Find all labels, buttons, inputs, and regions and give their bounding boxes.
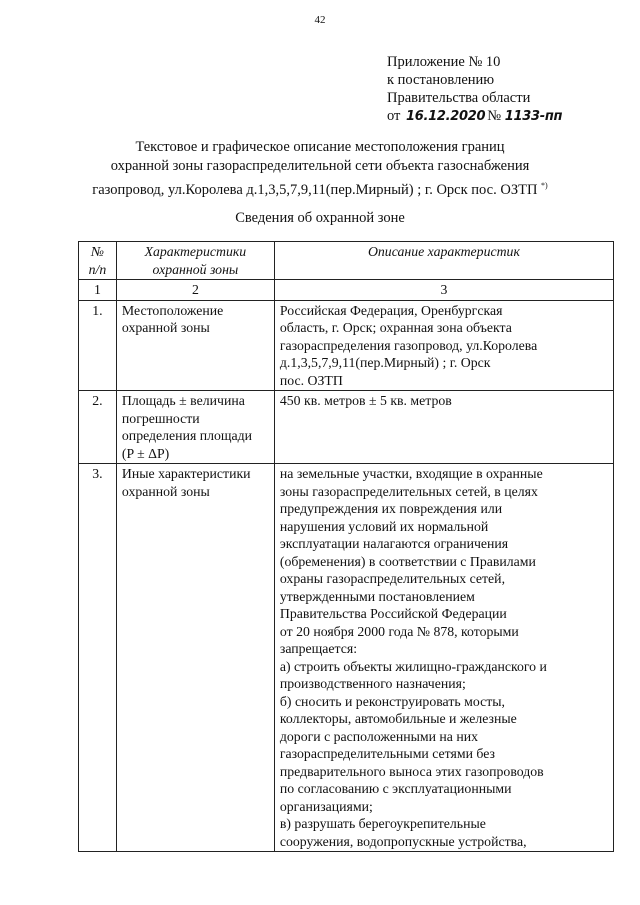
table-header-row	[79, 242, 614, 280]
title-line-3-text: газопровод, ул.Королева д.1,3,5,7,9,11(пер.Мирный) ; г. Орск пос. ОЗТП	[92, 182, 538, 198]
characteristic-line: Иные характеристики	[121, 466, 251, 481]
appendix-line-government: Правительства области	[387, 90, 531, 106]
description-line: б) сносить и реконструировать мосты,	[279, 693, 505, 709]
column-number-row	[79, 280, 614, 301]
description-line: от 20 ноября 2000 года № 878, которыми	[279, 623, 519, 639]
description-line: в) разрушать берегоукрепительные	[279, 816, 486, 831]
from-label: от	[387, 108, 401, 124]
footnote-mark: *)	[541, 181, 548, 190]
characteristic-line: охранной зоны	[121, 320, 210, 335]
description-line: а) строить объекты жилищно-гражданского и	[279, 658, 547, 674]
description-line: Правительства Российской Федерации	[279, 606, 507, 621]
characteristic-line: охранной зоны	[121, 483, 210, 499]
header-desc-line: Описание характеристик	[367, 244, 520, 259]
column-number: 3	[274, 280, 613, 301]
characteristic-line: Площадь ± величина	[121, 393, 245, 408]
characteristic-line: погрешности	[121, 410, 200, 426]
row-number: 3.	[79, 464, 117, 852]
description-line: коллекторы, автомобильные и железные	[279, 711, 517, 726]
header-char-line-2: охранной зоны	[152, 261, 239, 277]
description-line: газораспределительными сетями без	[279, 746, 496, 761]
description-line: (обременения) в соответствии с Правилами	[279, 553, 536, 569]
header-description	[274, 242, 613, 280]
appendix-block	[387, 53, 632, 126]
description-line: запрещается:	[279, 641, 358, 656]
header-char-line-1: Характеристики	[144, 244, 247, 259]
description-line: предупреждения их повреждения или	[279, 501, 503, 516]
row-description	[274, 391, 613, 464]
description-line: производственного назначения;	[279, 676, 466, 691]
description-line: сооружения, водопропускные устройства,	[279, 833, 527, 849]
row-characteristic	[116, 391, 274, 464]
number-sign: №	[487, 108, 502, 124]
row-number: 1.	[79, 300, 117, 391]
description-line: д.1,3,5,7,9,11(пер.Мирный) ; г. Орск	[279, 355, 491, 370]
header-num-line-1: №	[90, 244, 104, 259]
handwritten-date: 16.12.2020	[406, 109, 486, 124]
description-line: предварительного выноса этих газопроводов	[279, 763, 544, 779]
description-line: область, г. Орск; охранная зона объекта	[279, 320, 512, 335]
header-characteristic	[116, 242, 274, 280]
title-line-1: Текстовое и графическое описание местоположения границ	[135, 139, 505, 155]
appendix-title: Приложение № 10	[387, 54, 501, 70]
row-characteristic	[116, 300, 274, 391]
table-row	[79, 300, 614, 391]
column-number: 1	[79, 280, 117, 301]
description-line: нарушения условий их нормальной	[279, 518, 489, 534]
description-line: на земельные участки, входящие в охранные	[279, 466, 543, 481]
description-line: газораспределения газопровод, ул.Королева	[279, 337, 538, 353]
handwritten-number: 1133-пп	[504, 109, 563, 124]
table-row	[79, 464, 614, 852]
row-number: 2.	[79, 391, 117, 464]
column-number: 2	[116, 280, 274, 301]
title-line-2: охранной зоны газораспределительной сети объекта газоснабжения	[110, 158, 530, 174]
description-line: утвержденными постановлением	[279, 588, 475, 604]
header-num-line-2: п/п	[88, 261, 107, 277]
row-characteristic	[116, 464, 274, 852]
title-line-3	[30, 176, 610, 200]
document-title	[30, 138, 610, 200]
characteristic-line: Местоположение	[121, 302, 224, 318]
row-description	[274, 464, 613, 852]
table-body	[79, 300, 614, 852]
appendix-date-line	[387, 107, 632, 126]
description-line: Российская Федерация, Оренбургская	[279, 302, 503, 318]
description-line: охраны газораспределительных сетей,	[279, 571, 506, 586]
description-line: дороги с расположенными на них	[279, 728, 479, 744]
protection-zone-table	[78, 241, 614, 852]
section-subtitle: Сведения об охранной зоне	[235, 210, 405, 226]
characteristic-line: определения площади	[121, 428, 253, 443]
header-num	[79, 242, 117, 280]
description-line: 450 кв. метров ± 5 кв. метров	[279, 393, 452, 408]
description-line: зоны газораспределительных сетей, в целях	[279, 483, 538, 499]
appendix-line-resolution: к постановлению	[387, 72, 495, 88]
page-number: 42	[314, 14, 326, 26]
description-line: эксплуатации налагаются ограничения	[279, 536, 509, 551]
description-line: организациями;	[279, 798, 373, 814]
table-row	[79, 391, 614, 464]
description-line: пос. ОЗТП	[279, 372, 343, 388]
description-line: по согласованию с эксплуатационными	[279, 781, 512, 796]
row-description	[274, 300, 613, 391]
characteristic-line: (P ± ΔP)	[121, 445, 170, 461]
